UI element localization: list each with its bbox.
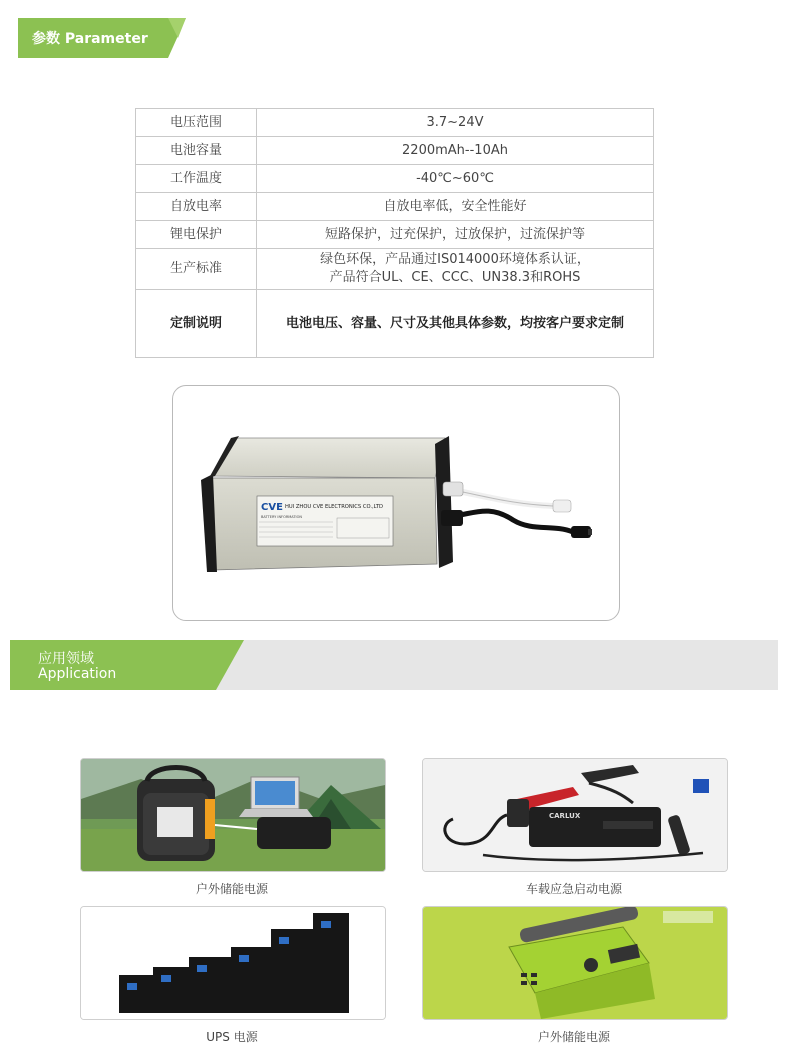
- param-value: 电池电压、容量、尺寸及其他具体参数，均按客户要求定制: [257, 290, 654, 358]
- param-key: 生产标准: [136, 249, 257, 290]
- table-row: [136, 137, 654, 165]
- application-header: [10, 640, 778, 690]
- app-caption: 户外储能电源: [195, 882, 268, 896]
- outdoor-power-green-image: [423, 907, 727, 1019]
- param-value: -40℃~60℃: [257, 165, 654, 193]
- parameter-table: [135, 108, 654, 358]
- table-row: [136, 193, 654, 221]
- param-value: 短路保护，过充保护，过放保护，过流保护等: [257, 221, 654, 249]
- param-value: 自放电率低，安全性能好: [257, 193, 654, 221]
- table-row: [136, 165, 654, 193]
- table-row: [136, 249, 654, 290]
- param-value: 2200mAh--10Ah: [257, 137, 654, 165]
- param-key: 电池容量: [136, 137, 257, 165]
- outdoor-power-station-image: [81, 759, 385, 871]
- table-row: [136, 221, 654, 249]
- param-key: 锂电保护: [136, 221, 257, 249]
- jump-starter-image: [423, 759, 727, 871]
- app-tile-jump-starter: [422, 758, 728, 872]
- brand-logo-text: CVE: [261, 502, 283, 513]
- param-value: 3.7~24V: [257, 109, 654, 137]
- jump-starter-brand: CARLUX: [549, 812, 581, 820]
- param-key: 工作温度: [136, 165, 257, 193]
- battery-pack-image: [173, 386, 619, 620]
- application-title-en: Application: [38, 666, 117, 682]
- param-key: 自放电率: [136, 193, 257, 221]
- standard-line-2: 产品符合UL、CE、CCC、UN38.3和ROHS: [329, 270, 581, 285]
- table-row: [136, 109, 654, 137]
- standard-line-1: 绿色环保，产品通过IS014000环境体系认证，: [320, 252, 590, 267]
- parameter-header: [18, 18, 186, 58]
- param-value: [257, 249, 654, 290]
- company-name: HUI ZHOU CVE ELECTRONICS CO.,LTD: [285, 504, 383, 510]
- product-photo-frame: [172, 385, 620, 621]
- app-caption: 车载应急启动电源: [525, 882, 622, 896]
- app-tile-ups: [80, 906, 386, 1020]
- parameter-title: 参数 Parameter: [32, 31, 148, 47]
- label-heading: BATTERY INFORMATION: [261, 515, 302, 519]
- param-key: 电压范围: [136, 109, 257, 137]
- application-title-cn: 应用领域: [38, 651, 94, 667]
- table-row: [136, 290, 654, 358]
- app-caption: UPS 电源: [206, 1030, 258, 1044]
- app-caption: 户外储能电源: [537, 1030, 610, 1044]
- ups-image: [81, 907, 385, 1019]
- app-tile-outdoor-green: [422, 906, 728, 1020]
- app-tile-outdoor: [80, 758, 386, 872]
- param-key: 定制说明: [136, 290, 257, 358]
